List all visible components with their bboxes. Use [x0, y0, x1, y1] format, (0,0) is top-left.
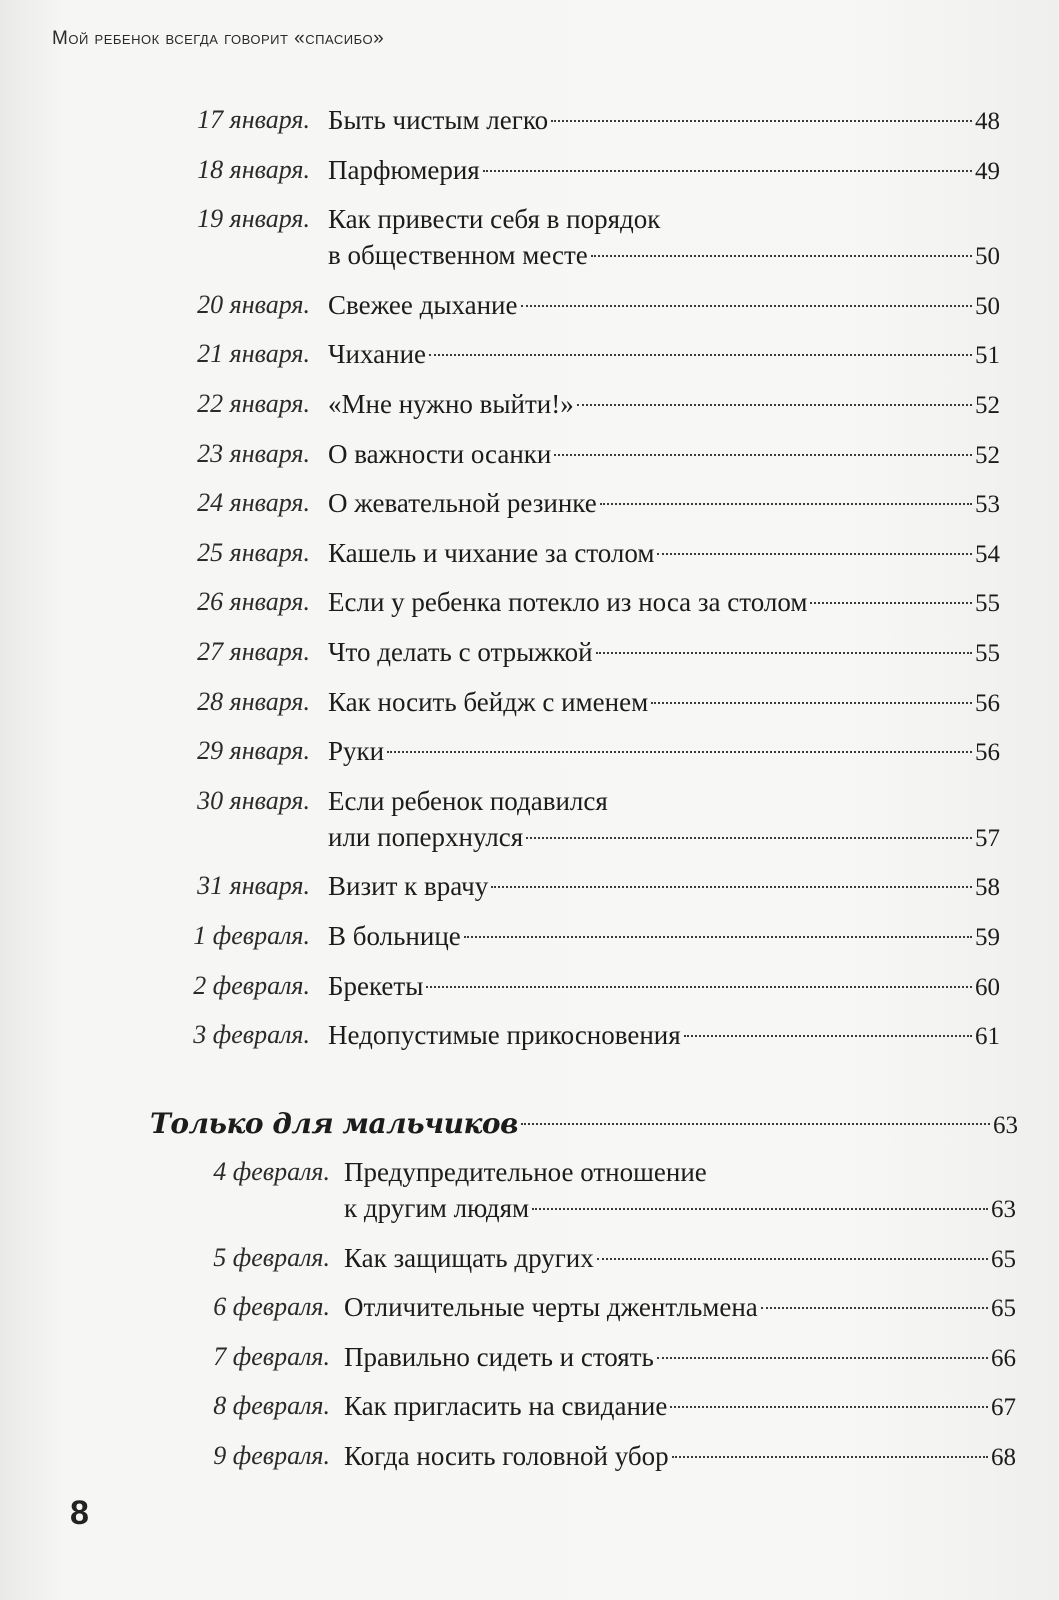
toc-entry: [0, 866, 1059, 906]
entry-title: Как носить бейдж с именем: [328, 686, 649, 717]
section-heading: [150, 1102, 1018, 1146]
entry-date: 25 января.: [197, 537, 310, 567]
entry-title: Недопустимые прикосновения: [328, 1020, 681, 1051]
dot-leader: [532, 1208, 988, 1210]
toc-entry: [0, 1238, 1059, 1278]
entry-page-number: 50: [975, 292, 1000, 320]
entry-page-number: 57: [975, 824, 1000, 852]
entry-page-number: 60: [975, 973, 1000, 1001]
entry-date: 29 января.: [197, 736, 310, 766]
entry-page-number: 56: [975, 739, 1000, 767]
toc-entry: [0, 632, 1059, 672]
dot-leader: [387, 751, 972, 753]
entry-page-number: 65: [991, 1295, 1016, 1323]
dot-leader: [651, 702, 972, 704]
entry-title: Как защищать других: [344, 1242, 594, 1273]
entry-date: 4 февраля.: [213, 1157, 330, 1186]
toc-entry: [0, 781, 1059, 852]
entry-page-number: 67: [991, 1394, 1016, 1422]
entry-date: 20 января.: [197, 289, 310, 319]
entry-title: О важности осанки: [328, 438, 552, 469]
entry-date: 24 января.: [197, 488, 310, 518]
toc-entry: [0, 731, 1059, 771]
entry-page-number: 50: [975, 243, 1000, 271]
entry-title: Как привести себя в порядок: [328, 204, 661, 235]
entry-title: Быть чистым легко: [328, 105, 549, 135]
dot-leader: [657, 1357, 988, 1359]
dot-leader: [591, 255, 972, 257]
entry-date: 26 января.: [197, 587, 310, 617]
entry-date: 2 февраля.: [193, 970, 310, 1000]
toc-entry: [0, 1287, 1059, 1327]
dot-leader: [600, 503, 972, 505]
entry-page-number: 54: [975, 540, 1000, 568]
entry-title: Чихание: [328, 339, 427, 370]
entry-page-number: 52: [975, 392, 1000, 419]
entry-date: 27 января.: [197, 637, 310, 666]
entry-page-number: 63: [991, 1196, 1016, 1223]
entry-page-number: 68: [991, 1444, 1016, 1471]
toc-entry: [0, 1436, 1059, 1476]
entry-title-continued: в общественном месте: [328, 240, 588, 271]
toc-entry: [0, 285, 1059, 325]
dot-leader: [670, 1406, 988, 1408]
dot-leader: [483, 170, 972, 172]
entry-date: 21 января.: [197, 339, 310, 369]
entry-page-number: 61: [975, 1023, 1000, 1051]
dot-leader: [577, 404, 972, 406]
entry-page-number: 52: [975, 441, 1000, 469]
entry-title: Предупредительное отношение: [344, 1157, 707, 1187]
entry-title: Кашель и чихание за столом: [328, 537, 655, 568]
entry-date: 22 января.: [197, 389, 310, 418]
dot-leader: [551, 120, 972, 122]
entry-title: В больнице: [328, 921, 461, 951]
entry-title: Брекеты: [328, 970, 424, 1001]
dot-leader: [429, 354, 972, 356]
entry-date: 17 января.: [197, 105, 310, 134]
entry-date: 3 февраля.: [193, 1020, 310, 1050]
entry-page-number: 55: [975, 590, 1000, 618]
entry-page-number: 66: [991, 1344, 1016, 1372]
entry-title-continued: или поперхнулся: [328, 821, 524, 852]
dot-leader: [426, 986, 972, 988]
dot-leader: [596, 652, 972, 654]
entry-page-number: 56: [975, 689, 1000, 717]
entry-title: Руки: [328, 736, 385, 767]
entry-title: Если ребенок подавился: [328, 785, 608, 816]
page-number: 8: [70, 1494, 89, 1532]
toc-entry: [0, 1337, 1059, 1377]
toc-entry: [0, 533, 1059, 573]
entry-page-number: 59: [975, 924, 1000, 951]
entry-title: Если у ребенка потекло из носа за столом: [328, 587, 808, 618]
entry-date: 23 января.: [197, 438, 310, 468]
entry-page-number: 65: [991, 1245, 1016, 1273]
section-page-number: 63: [993, 1112, 1018, 1139]
entry-title: Визит к врачу: [328, 871, 489, 902]
toc-entry: [0, 199, 1059, 271]
toc-entry: [0, 1015, 1059, 1055]
toc-entry: [0, 483, 1059, 523]
dot-leader: [464, 936, 972, 938]
dot-leader: [554, 454, 972, 456]
entry-title-continued: к другим людям: [344, 1193, 530, 1223]
entry-page-number: 55: [975, 640, 1000, 667]
toc-entry: [0, 150, 1059, 190]
dot-leader: [597, 1258, 988, 1260]
entry-page-number: 49: [975, 157, 1000, 185]
toc-entry: [0, 334, 1059, 374]
entry-title: Правильно сидеть и стоять: [344, 1341, 654, 1372]
section-title: Только для мальчиков: [150, 1107, 518, 1140]
toc-entry: [0, 582, 1059, 622]
entry-title: «Мне нужно выйти!»: [328, 389, 574, 419]
entry-page-number: 53: [975, 491, 1000, 519]
dot-leader: [526, 837, 972, 839]
dot-leader: [672, 1456, 988, 1458]
toc-entry: [0, 1386, 1059, 1426]
dot-leader: [761, 1307, 988, 1309]
entry-date: 8 февраля.: [213, 1391, 330, 1421]
toc-entry: [0, 1152, 1059, 1223]
dot-leader: [521, 1123, 990, 1125]
dot-leader: [657, 553, 972, 555]
toc-entry: [0, 966, 1059, 1006]
running-head: Мой ребенок всегда говорит «спасибо»: [52, 28, 385, 49]
entry-date: 5 февраля.: [213, 1242, 330, 1272]
dot-leader: [491, 886, 972, 888]
entry-date: 18 января.: [197, 154, 310, 184]
toc-entry: [0, 384, 1059, 424]
entry-page-number: 48: [975, 108, 1000, 135]
toc-entry: [0, 916, 1059, 956]
entry-date: 19 января.: [197, 204, 310, 234]
entry-date: 31 января.: [197, 871, 310, 901]
entry-title: Что делать с отрыжкой: [328, 637, 593, 667]
entry-title: Когда носить головной убор: [344, 1441, 669, 1471]
dot-leader: [684, 1035, 972, 1037]
entry-title: Отличительные черты джентльмена: [344, 1292, 758, 1323]
entry-page-number: 58: [975, 874, 1000, 902]
toc-entry: [0, 682, 1059, 722]
entry-date: 6 февраля.: [213, 1292, 330, 1322]
entry-date: 9 февраля.: [213, 1441, 330, 1470]
entry-page-number: 51: [975, 342, 1000, 370]
toc-entry: [0, 434, 1059, 474]
toc-entry: [0, 100, 1059, 140]
entry-title: Свежее дыхание: [328, 289, 518, 320]
entry-date: 7 февраля.: [213, 1341, 330, 1371]
entry-date: 30 января.: [197, 785, 310, 815]
dot-leader: [810, 602, 972, 604]
entry-title: О жевательной резинке: [328, 488, 597, 519]
entry-title: Как пригласить на свидание: [344, 1391, 668, 1422]
entry-date: 1 февраля.: [193, 921, 310, 950]
entry-date: 28 января.: [197, 686, 310, 716]
dot-leader: [521, 305, 973, 307]
entry-title: Парфюмерия: [328, 154, 480, 185]
